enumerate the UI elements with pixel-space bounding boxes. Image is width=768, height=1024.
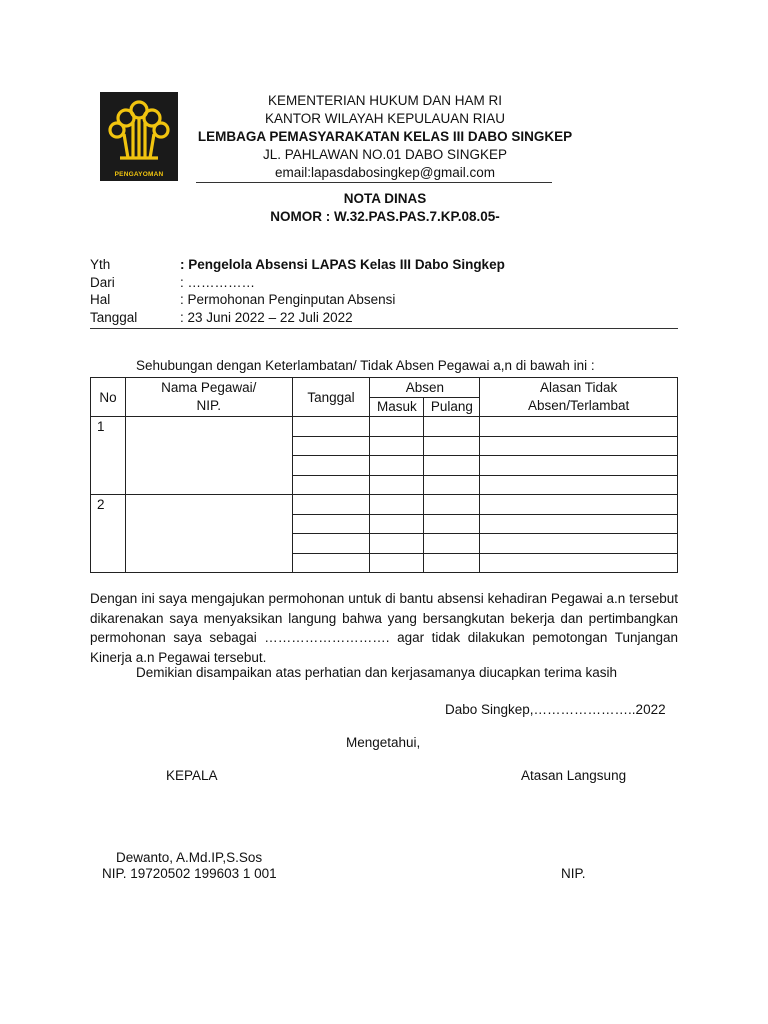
masuk-cell[interactable]	[370, 475, 424, 495]
left-signatory-title: KEPALA	[166, 768, 218, 783]
right-signatory-title: Atasan Langsung	[521, 768, 627, 783]
employee-name-cell[interactable]	[125, 495, 292, 573]
institution-name: LEMBAGA PEMASYARAKATAN KELAS III DABO SINGKEP	[197, 129, 573, 144]
date-cell[interactable]	[292, 553, 370, 573]
place-date: Dabo Singkep,…………………..2022	[445, 702, 666, 717]
col-absen-header: Absen	[370, 378, 480, 398]
regional-office: KANTOR WILAYAH KEPULAUAN RIAU	[264, 111, 506, 126]
date-cell[interactable]	[292, 417, 370, 437]
pengayoman-tree-icon	[100, 92, 178, 170]
field-label: Dari	[90, 274, 115, 290]
table-header-row	[91, 378, 678, 398]
reason-cell[interactable]	[480, 475, 678, 495]
pulang-cell[interactable]	[424, 534, 480, 554]
date-cell[interactable]	[292, 436, 370, 456]
left-signatory-name: Dewanto, A.Md.IP,S.Sos	[116, 850, 263, 865]
absence-table	[90, 377, 678, 573]
intro-text: Sehubungan dengan Keterlambatan/ Tidak Absen Pegawai a,n di bawah ini :	[136, 358, 595, 373]
institution-logo	[100, 92, 178, 181]
pulang-cell[interactable]	[424, 495, 480, 515]
document-title	[180, 190, 590, 226]
ministry-name: KEMENTERIAN HUKUM DAN HAM RI	[267, 93, 502, 108]
email: email:lapasdabosingkep@gmail.com	[274, 165, 496, 180]
field-label: Hal	[90, 292, 111, 307]
document-number: NOMOR : W.32.PAS.PAS.7.KP.08.05-	[270, 209, 500, 224]
field-value: : Permohonan Penginputan Absensi	[180, 292, 396, 307]
date-cell[interactable]	[292, 475, 370, 495]
col-reason-header-line1: Alasan Tidak	[540, 380, 618, 395]
field-value: : ……………	[180, 274, 256, 290]
field-label: Tanggal	[90, 309, 138, 325]
col-masuk-header: Masuk	[370, 397, 424, 417]
masuk-cell[interactable]	[370, 553, 424, 573]
date-cell[interactable]	[292, 456, 370, 476]
col-reason-header-line2: Absen/Terlambat	[528, 398, 630, 413]
col-pulang-header: Pulang	[424, 397, 480, 417]
letterhead	[180, 92, 590, 182]
closing-paragraph: Demikian disampaikan atas perhatian dan kerjasamanya diucapkan terima kasih	[136, 665, 618, 680]
header-fields	[90, 256, 505, 326]
field-label: Yth	[90, 257, 111, 272]
reason-cell[interactable]	[480, 495, 678, 515]
reason-cell[interactable]	[480, 456, 678, 476]
table-row	[91, 417, 678, 437]
logo-caption: PENGAYOMAN	[114, 171, 164, 178]
pulang-cell[interactable]	[424, 553, 480, 573]
masuk-cell[interactable]	[370, 514, 424, 534]
date-cell[interactable]	[292, 495, 370, 515]
employee-name-cell[interactable]	[125, 417, 292, 495]
reason-cell[interactable]	[480, 514, 678, 534]
reason-cell[interactable]	[480, 534, 678, 554]
col-name-header	[125, 378, 292, 417]
address: JL. PAHLAWAN NO.01 DABO SINGKEP	[262, 147, 508, 162]
pulang-cell[interactable]	[424, 417, 480, 437]
reason-cell[interactable]	[480, 553, 678, 573]
field-dari	[90, 274, 505, 292]
left-signatory-nip: NIP. 19720502 199603 1 001	[102, 866, 277, 881]
pulang-cell[interactable]	[424, 436, 480, 456]
field-tanggal	[90, 309, 505, 327]
pulang-cell[interactable]	[424, 456, 480, 476]
letterhead-divider	[196, 182, 552, 183]
title-heading: NOTA DINAS	[343, 191, 427, 206]
masuk-cell[interactable]	[370, 456, 424, 476]
acknowledged-label: Mengetahui,	[346, 735, 421, 750]
right-signatory-nip: NIP.	[561, 866, 586, 881]
col-reason-header	[480, 378, 678, 417]
field-hal	[90, 291, 505, 309]
masuk-cell[interactable]	[370, 495, 424, 515]
reason-cell[interactable]	[480, 417, 678, 437]
masuk-cell[interactable]	[370, 436, 424, 456]
col-name-header-line1: Nama Pegawai/	[161, 380, 257, 395]
pulang-cell[interactable]	[424, 514, 480, 534]
date-cell[interactable]	[292, 534, 370, 554]
field-value: : 23 Juni 2022 – 22 Juli 2022	[180, 309, 353, 325]
header-divider	[90, 328, 678, 329]
table-row	[91, 495, 678, 515]
pulang-cell[interactable]	[424, 475, 480, 495]
reason-cell[interactable]	[480, 436, 678, 456]
masuk-cell[interactable]	[370, 417, 424, 437]
masuk-cell[interactable]	[370, 534, 424, 554]
field-yth	[90, 256, 505, 274]
col-no-header: No	[91, 378, 126, 417]
body-paragraph: Dengan ini saya mengajukan permohonan untuk di bantu absensi kehadiran Pegawai a.n tersebut dikarenakan saya menyaksikan langung bahwa yang bersangkutan bekerja dan pertimbangkan permohonan saya sebagai ………………………. agar tidak dilakukan pemotongan Tunjangan Kinerja a.n Pegawai tersebut.	[90, 591, 678, 665]
field-value: : Pengelola Absensi LAPAS Kelas III Dabo Singkep	[180, 257, 505, 272]
col-name-header-line2: NIP.	[196, 398, 221, 413]
date-cell[interactable]	[292, 514, 370, 534]
col-date-header: Tanggal	[292, 378, 370, 417]
row-number: 1	[91, 417, 126, 495]
row-number: 2	[91, 495, 126, 573]
